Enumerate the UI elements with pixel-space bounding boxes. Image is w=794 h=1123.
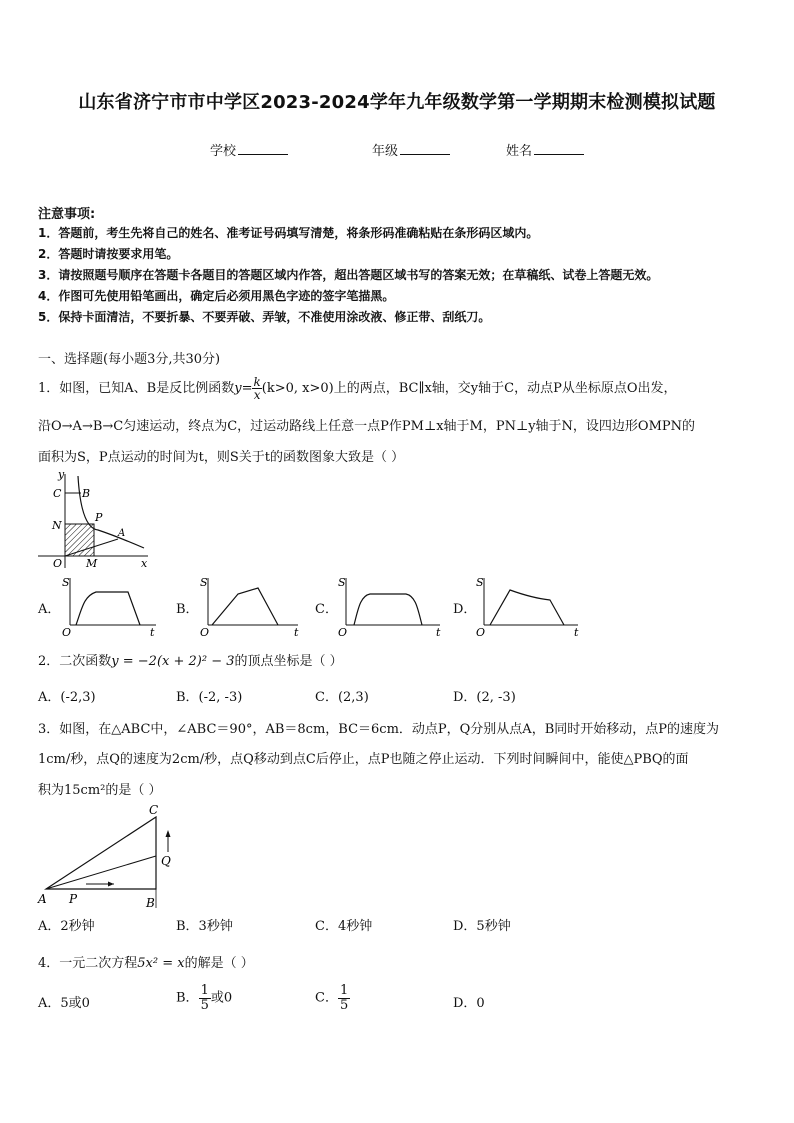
graph-label-s: S bbox=[200, 576, 208, 589]
fig-label-p: P bbox=[95, 511, 103, 524]
fig-label-y: y bbox=[58, 468, 65, 481]
graph-label-s: S bbox=[338, 576, 346, 589]
fig-label-p: P bbox=[69, 892, 78, 906]
q4-option-d[interactable]: D．0 bbox=[453, 996, 485, 1011]
page-title: 山东省济宁市市中学区2023-2024学年九年级数学第一学期期末检测模拟试题 bbox=[78, 92, 716, 113]
q4-line bbox=[38, 952, 254, 971]
fig-label-b: B bbox=[82, 487, 91, 500]
q3-figure bbox=[36, 800, 186, 910]
q4-option-b-suffix: 或0 bbox=[210, 990, 233, 1006]
note-item: 4．作图可先使用铅笔画出，确定后必须用黑色字迹的签字笔描黑。 bbox=[38, 289, 395, 303]
grade-field[interactable] bbox=[372, 140, 450, 159]
q3-option-c[interactable]: C．4秒钟 bbox=[315, 919, 373, 934]
arrow-p-head bbox=[108, 882, 114, 887]
q1-func-fraction bbox=[252, 376, 261, 401]
q4-option-c[interactable] bbox=[315, 984, 350, 1012]
graph-label-o: O bbox=[476, 626, 486, 638]
note-item: 1．答题前，考生先将自己的姓名、准考证号码填写清楚，将条形码准确粘贴在条形码区域内。 bbox=[38, 226, 539, 240]
q2-line bbox=[38, 650, 343, 669]
fig-label-a: A bbox=[38, 892, 47, 906]
graph-curve bbox=[212, 588, 278, 625]
q3-line1: 3．如图，在△ABC中，∠ABC＝90°，AB＝8cm，BC＝6cm．动点P，Q分别从点A，B同时开始移动，点P的速度为 bbox=[38, 722, 719, 737]
q3-line3: 积为15cm²的是（ ） bbox=[38, 783, 162, 798]
graph-label-s: S bbox=[476, 576, 484, 589]
graph-label-t: t bbox=[294, 626, 299, 638]
q2-text-post: 的顶点坐标是（ ） bbox=[234, 654, 343, 669]
school-label: 学校 bbox=[210, 144, 237, 159]
q1-option-c-graph[interactable] bbox=[336, 574, 446, 638]
school-field[interactable] bbox=[210, 140, 288, 159]
graph-curve bbox=[490, 590, 564, 625]
graph-label-t: t bbox=[150, 626, 155, 638]
fig-label-c: C bbox=[149, 803, 159, 817]
q1-option-d-graph[interactable] bbox=[474, 574, 584, 638]
graph-curve bbox=[354, 594, 422, 625]
q3-option-a[interactable]: A．2秒钟 bbox=[38, 919, 95, 934]
notes-heading: 注意事项: bbox=[38, 207, 96, 222]
name-blank[interactable] bbox=[534, 142, 584, 155]
fig-label-o: O bbox=[53, 557, 63, 570]
q1-func-num: k bbox=[253, 375, 261, 389]
note-item: 3．请按照题号顺序在答题卡各题目的答题区域内作答，超出答题区域书写的答案无效；在草稿纸、试卷上答题无效。 bbox=[38, 268, 659, 282]
q2-option-d[interactable]: D．(2, -3) bbox=[453, 690, 516, 705]
note-item: 5．保持卡面清洁，不要折暴、不要弄破、弄皱，不准使用涂改液、修正带、刮纸刀。 bbox=[38, 310, 491, 324]
q1-option-a-graph[interactable] bbox=[60, 574, 160, 638]
q4-option-c-fraction bbox=[338, 984, 350, 1012]
q1-option-c[interactable]: C． bbox=[315, 602, 338, 617]
q1-func-den: x bbox=[253, 388, 261, 402]
q4-option-b-den: 5 bbox=[200, 997, 209, 1013]
q3-line2: 1cm/秒，点Q的速度为2cm/秒，点Q移动到点C后停止，点P也随之停止运动．下列时间瞬间中，能使△PBQ的面 bbox=[38, 752, 689, 767]
triangle-abc bbox=[46, 817, 156, 889]
q4-option-c-num: 1 bbox=[339, 983, 349, 998]
graph-label-o: O bbox=[62, 626, 72, 638]
q2-text-pre: 2．二次函数 bbox=[38, 654, 112, 669]
q4-text-pre: 4．一元二次方程 bbox=[38, 956, 138, 971]
q1-line2: 沿O→A→B→C匀速运动，终点为C，过运动路线上任意一点P作PM⊥x轴于M，PN⊥y轴于N，设四边形OMPN的 bbox=[38, 419, 696, 434]
graph-label-t: t bbox=[436, 626, 441, 638]
q4-option-c-letter: C． bbox=[315, 990, 338, 1006]
q1-func-eq: = bbox=[241, 381, 253, 396]
q4-option-b-fraction bbox=[199, 984, 211, 1012]
section-heading: 一、选择题(每小题3分,共30分) bbox=[38, 352, 221, 367]
q1-func-y: y bbox=[234, 381, 242, 396]
school-blank[interactable] bbox=[238, 142, 288, 155]
q3-option-b[interactable]: B．3秒钟 bbox=[176, 919, 233, 934]
name-field[interactable] bbox=[506, 140, 584, 159]
q3-option-d[interactable]: D．5秒钟 bbox=[453, 919, 511, 934]
fig-label-c: C bbox=[53, 487, 62, 500]
q1-option-d[interactable]: D． bbox=[453, 602, 477, 617]
q1-text-post: 上的两点，BC∥x轴，交y轴于C，动点P从坐标原点O出发， bbox=[333, 381, 677, 396]
q1-figure bbox=[36, 468, 156, 572]
q4-formula: 5x² = x bbox=[137, 956, 185, 971]
q1-line1 bbox=[38, 376, 677, 401]
fig-label-b: B bbox=[146, 896, 155, 910]
q4-text-post: 的解是（ ） bbox=[184, 956, 254, 971]
q4-option-b[interactable] bbox=[176, 984, 232, 1012]
note-item: 2．答题时请按要求用笔。 bbox=[38, 247, 179, 261]
fig-label-n: N bbox=[52, 519, 62, 532]
name-label: 姓名 bbox=[506, 144, 533, 159]
fig-label-x: x bbox=[141, 557, 148, 570]
graph-label-t: t bbox=[574, 626, 579, 638]
graph-label-o: O bbox=[200, 626, 210, 638]
q4-option-b-num: 1 bbox=[200, 983, 209, 998]
q2-formula: y = −2(x + 2)² − 3 bbox=[111, 654, 235, 669]
fig-label-m: M bbox=[86, 557, 98, 570]
q4-option-b-letter: B． bbox=[176, 990, 199, 1006]
q1-func-cond: (k>0, x>0) bbox=[261, 381, 334, 396]
q2-option-b[interactable]: B．(-2, -3) bbox=[176, 690, 243, 705]
q1-text-pre: 1．如图，已知A、B是反比例函数 bbox=[38, 381, 235, 396]
graph-curve bbox=[76, 592, 140, 625]
q1-line3: 面积为S，P点运动的时间为t，则S关于t的函数图象大致是（ ） bbox=[38, 450, 405, 465]
fig-label-a: A bbox=[118, 528, 126, 539]
q1-option-b[interactable]: B． bbox=[176, 602, 199, 617]
q1-option-a[interactable]: A． bbox=[38, 602, 61, 617]
q2-option-a[interactable]: A．(-2,3) bbox=[38, 690, 96, 705]
q4-option-c-den: 5 bbox=[339, 997, 349, 1013]
graph-label-o: O bbox=[338, 626, 348, 638]
fig-label-q: Q bbox=[161, 854, 171, 868]
q4-option-a[interactable]: A．5或0 bbox=[38, 996, 90, 1011]
graph-label-s: S bbox=[62, 576, 70, 589]
arrow-q-head bbox=[166, 830, 171, 837]
q1-option-b-graph[interactable] bbox=[198, 574, 302, 638]
grade-blank[interactable] bbox=[400, 142, 450, 155]
grade-label: 年级 bbox=[372, 144, 399, 159]
q2-option-c[interactable]: C．(2,3) bbox=[315, 690, 369, 705]
